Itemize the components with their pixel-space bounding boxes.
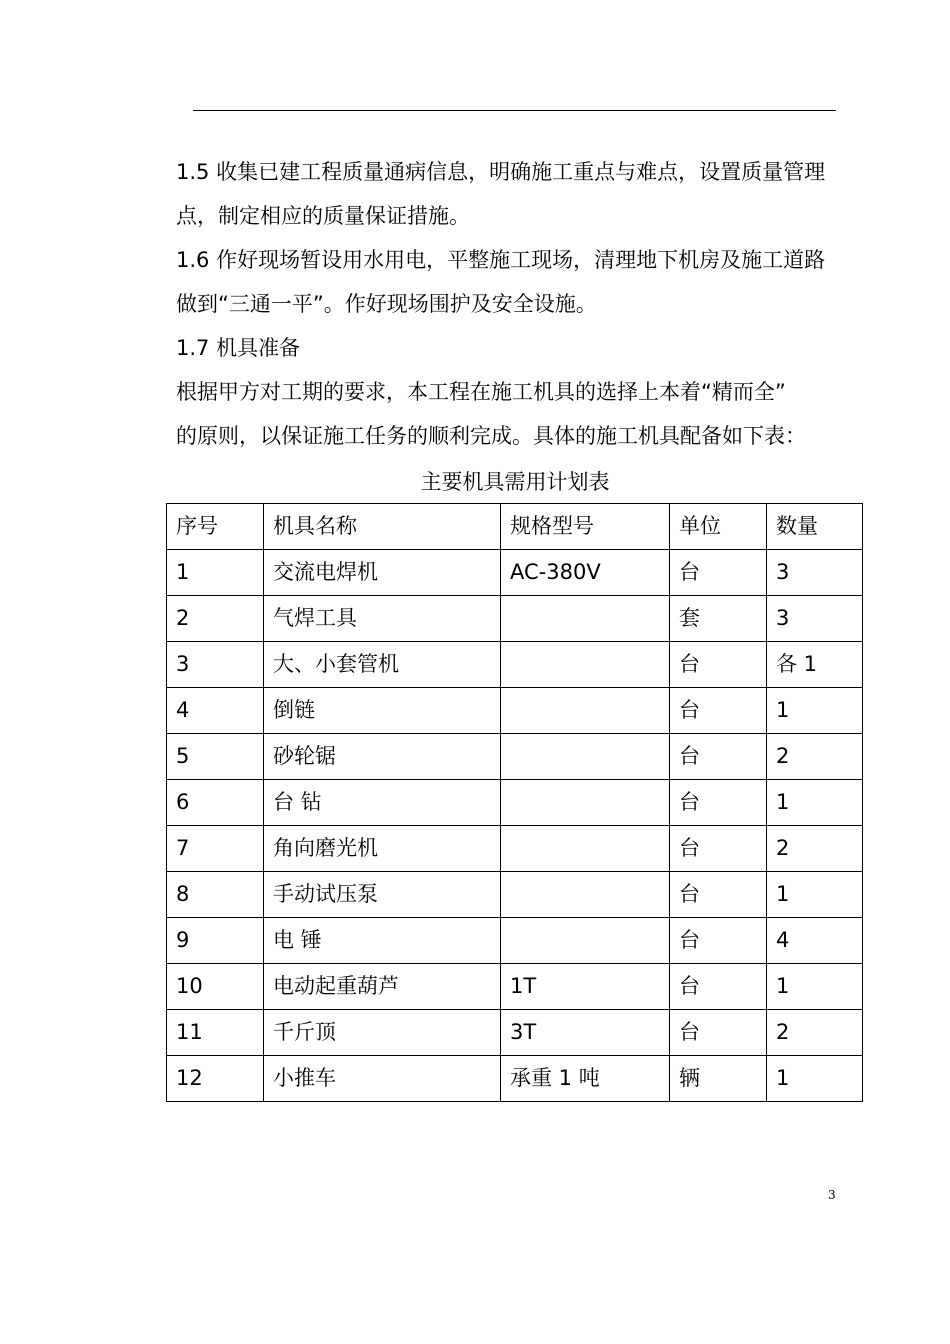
table-cell xyxy=(501,734,670,780)
text-line: 点，制定相应的质量保证措施。 xyxy=(176,204,470,228)
table-cell: 2 xyxy=(767,734,863,780)
table-cell xyxy=(501,688,670,734)
table-cell: 台 xyxy=(670,826,767,872)
table-cell: 各 1 xyxy=(767,642,863,688)
table-row xyxy=(167,780,863,826)
table-row xyxy=(167,918,863,964)
table-cell: 9 xyxy=(167,918,264,964)
paragraph-intro xyxy=(176,370,866,458)
table-cell: 大、小套管机 xyxy=(264,642,501,688)
table-cell: 台 xyxy=(670,550,767,596)
table-cell: AC-380V xyxy=(501,550,670,596)
table-cell: 6 xyxy=(167,780,264,826)
table-cell xyxy=(501,780,670,826)
table-cell: 砂轮锯 xyxy=(264,734,501,780)
table-cell: 辆 xyxy=(670,1056,767,1102)
table-cell: 交流电焊机 xyxy=(264,550,501,596)
table-cell: 10 xyxy=(167,964,264,1010)
table-cell: 2 xyxy=(767,1010,863,1056)
table-cell: 2 xyxy=(767,826,863,872)
table-row xyxy=(167,826,863,872)
table-row xyxy=(167,1056,863,1102)
table-cell: 1 xyxy=(767,780,863,826)
table-cell: 11 xyxy=(167,1010,264,1056)
table-cell: 5 xyxy=(167,734,264,780)
table-cell: 电动起重葫芦 xyxy=(264,964,501,1010)
table-cell: 电 锤 xyxy=(264,918,501,964)
table-cell: 手动试压泵 xyxy=(264,872,501,918)
table-cell: 2 xyxy=(167,596,264,642)
table-cell: 小推车 xyxy=(264,1056,501,1102)
table-cell xyxy=(501,918,670,964)
text-line: 根据甲方对工期的要求，本工程在施工机具的选择上本着“精而全” xyxy=(176,380,786,404)
text-line: 1.5 收集已建工程质量通病信息，明确施工重点与难点，设置质量管理 xyxy=(176,160,826,184)
table-cell: 3 xyxy=(767,550,863,596)
table-cell: 机具名称 xyxy=(264,504,501,550)
table-cell xyxy=(501,826,670,872)
table-cell: 台 xyxy=(670,918,767,964)
page-number: 3 xyxy=(828,1188,836,1202)
table-cell: 3T xyxy=(501,1010,670,1056)
table-cell: 3 xyxy=(167,642,264,688)
table-row xyxy=(167,596,863,642)
table-cell: 台 xyxy=(670,780,767,826)
text-line: 1.7 机具准备 xyxy=(176,336,301,360)
table-row xyxy=(167,964,863,1010)
table-cell: 1 xyxy=(167,550,264,596)
table-cell: 气焊工具 xyxy=(264,596,501,642)
table-cell: 台 xyxy=(670,872,767,918)
table-title: 主要机具需用计划表 xyxy=(420,470,610,494)
table-cell: 台 xyxy=(670,642,767,688)
table-cell: 4 xyxy=(767,918,863,964)
table-cell: 台 xyxy=(670,1010,767,1056)
table-cell: 数量 xyxy=(767,504,863,550)
paragraph-1-5 xyxy=(176,150,866,238)
table-cell xyxy=(501,642,670,688)
table-cell: 千斤顶 xyxy=(264,1010,501,1056)
table-cell: 规格型号 xyxy=(501,504,670,550)
table-cell: 倒链 xyxy=(264,688,501,734)
table-row xyxy=(167,1010,863,1056)
text-line: 1.6 作好现场暂设用水用电，平整施工现场，清理地下机房及施工道路 xyxy=(176,248,826,272)
table-row xyxy=(167,688,863,734)
table-cell: 1 xyxy=(767,872,863,918)
equipment-table xyxy=(166,503,863,1102)
table-row xyxy=(167,642,863,688)
table-cell: 角向磨光机 xyxy=(264,826,501,872)
table-cell: 1T xyxy=(501,964,670,1010)
table-cell: 12 xyxy=(167,1056,264,1102)
table-cell: 单位 xyxy=(670,504,767,550)
text-line: 做到“三通一平”。作好现场围护及安全设施。 xyxy=(176,292,597,316)
table-row xyxy=(167,550,863,596)
text-line: 的原则，以保证施工任务的顺利完成。具体的施工机具配备如下表： xyxy=(176,424,806,448)
table-cell: 1 xyxy=(767,688,863,734)
table-body xyxy=(167,504,863,1102)
table-cell: 1 xyxy=(767,1056,863,1102)
table-cell: 序号 xyxy=(167,504,264,550)
table-cell: 套 xyxy=(670,596,767,642)
table-cell: 台 xyxy=(670,964,767,1010)
paragraph-1-6 xyxy=(176,238,866,326)
table-cell: 4 xyxy=(167,688,264,734)
table-cell: 3 xyxy=(767,596,863,642)
table-cell: 7 xyxy=(167,826,264,872)
table-cell: 台 钻 xyxy=(264,780,501,826)
table-cell: 台 xyxy=(670,688,767,734)
table-cell: 承重 1 吨 xyxy=(501,1056,670,1102)
table-cell: 台 xyxy=(670,734,767,780)
section-heading-1-7 xyxy=(176,326,866,370)
table-row xyxy=(167,734,863,780)
table-header-row xyxy=(167,504,863,550)
table-cell: 1 xyxy=(767,964,863,1010)
table-row xyxy=(167,872,863,918)
table-cell xyxy=(501,596,670,642)
table-cell: 8 xyxy=(167,872,264,918)
table-cell xyxy=(501,872,670,918)
header-rule xyxy=(193,110,836,111)
